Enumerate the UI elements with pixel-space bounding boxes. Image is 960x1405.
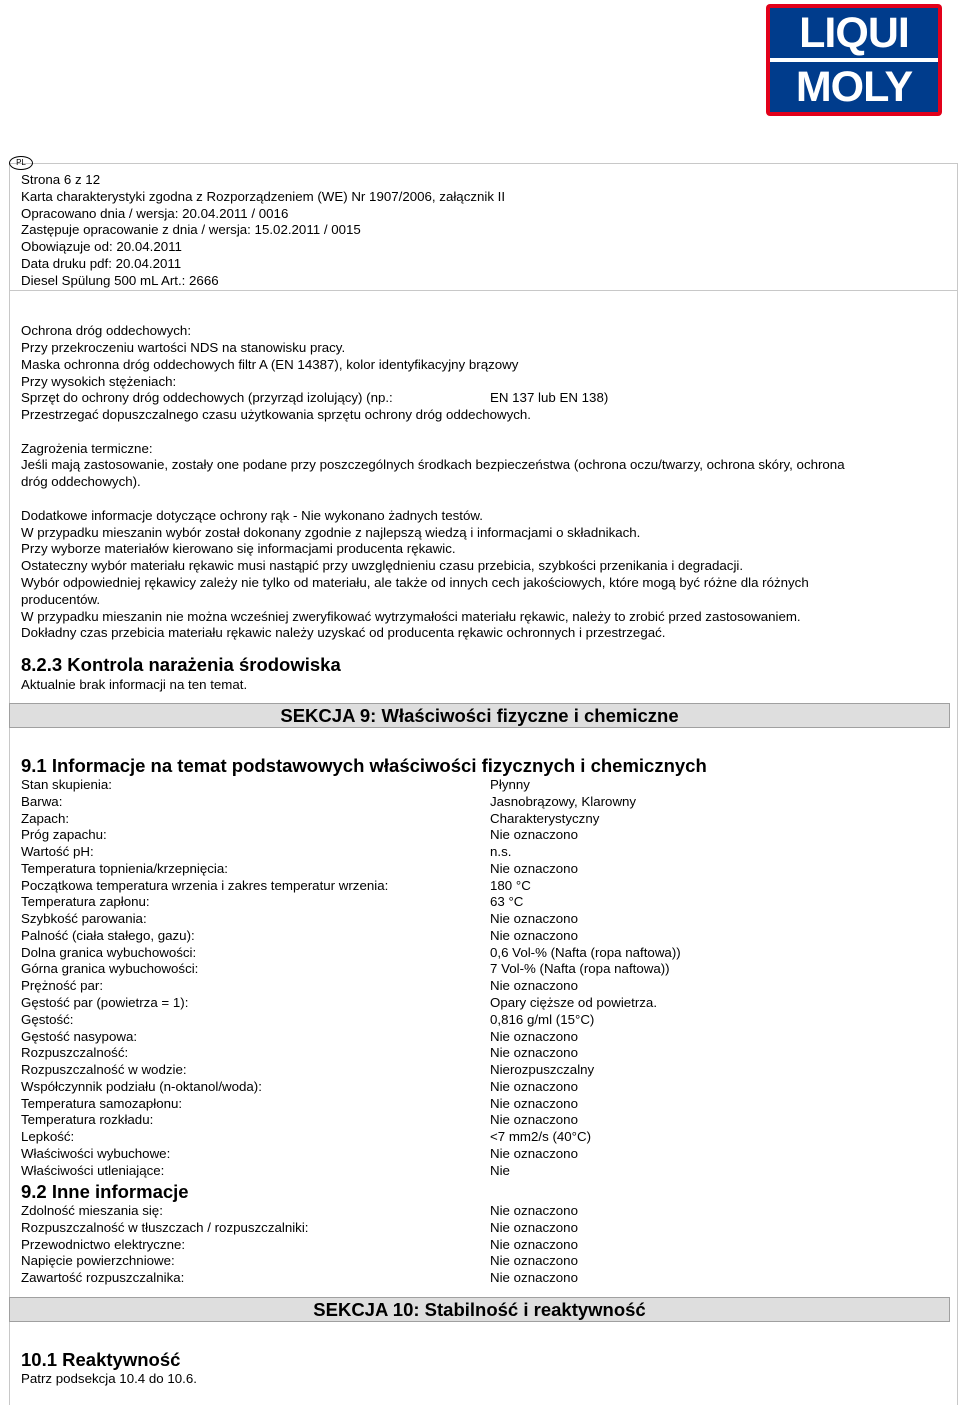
env-heading: 8.2.3 Kontrola narażenia środowiska: [21, 654, 341, 675]
gloves-text: Przy wyborze materiałów kierowano się informacjami producenta rękawic.: [21, 541, 456, 556]
property-label: Wartość pH:: [21, 844, 94, 859]
frame-right-border: [957, 163, 958, 1405]
section-9-title: SEKCJA 9: Właściwości fizyczne i chemiczne: [280, 705, 679, 726]
property-label: Napięcie powierzchniowe:: [21, 1253, 175, 1268]
gloves-text: W przypadku mieszanin nie można wcześniej zweryfikować wytrzymałości materiału rękawic, należy to zrobić przed zastosowaniem.: [21, 609, 801, 624]
respiratory-standard: EN 137 lub EN 138): [490, 390, 609, 405]
property-value: Jasnobrązowy, Klarowny: [490, 794, 637, 809]
thermal-text: dróg oddechowych).: [21, 474, 141, 489]
property-label: Górna granica wybuchowości:: [21, 961, 199, 976]
property-label: Szybkość parowania:: [21, 911, 147, 926]
gloves-text: Ostateczny wybór materiału rękawic musi nastąpić przy uwzględnieniu czasu przebicia, szybkości przenikania i degradacji.: [21, 558, 744, 573]
gloves-text: Wybór odpowiedniej rękawicy zależy nie tylko od materiału, ale także od innych cech jakościowych, które mogą być różne dla różnych: [21, 575, 809, 590]
property-label: Właściwości utleniające:: [21, 1163, 165, 1178]
header-product: Diesel Spülung 500 mL Art.: 2666: [21, 273, 219, 288]
property-value: 180 °C: [490, 878, 531, 893]
property-label: Zdolność mieszania się:: [21, 1203, 163, 1218]
property-label: Temperatura topnienia/krzepnięcia:: [21, 861, 228, 876]
property-value: Nie oznaczono: [490, 911, 578, 926]
header-regulation: Karta charakterystyki zgodna z Rozporządzeniem (WE) Nr 1907/2006, załącznik II: [21, 189, 506, 204]
property-value: <7 mm2/s (40°C): [490, 1129, 592, 1144]
property-value: Nie oznaczono: [490, 1079, 578, 1094]
frame-top-border: [9, 163, 957, 164]
gloves-text: W przypadku mieszanin wybór został dokonany zgodnie z najlepszą wiedzą i informacjami o składnikach.: [21, 525, 641, 540]
property-label: Zawartość rozpuszczalnika:: [21, 1270, 185, 1285]
property-value: Nie oznaczono: [490, 1096, 578, 1111]
property-value: Nie oznaczono: [490, 1146, 578, 1161]
section-10-bar: [9, 1297, 950, 1322]
logo-text-bottom: MOLY: [770, 62, 938, 112]
property-value: Nie oznaczono: [490, 1237, 578, 1252]
property-label: Dolna granica wybuchowości:: [21, 945, 197, 960]
property-label: Palność (ciała stałego, gazu):: [21, 928, 195, 943]
property-label: Właściwości wybuchowe:: [21, 1146, 171, 1161]
gloves-text: producentów.: [21, 592, 101, 607]
property-label: Temperatura samozapłonu:: [21, 1096, 183, 1111]
property-label: Przewodnictwo elektryczne:: [21, 1237, 186, 1252]
frame-left-border: [9, 163, 10, 1405]
property-value: Nie oznaczono: [490, 928, 578, 943]
property-value: Charakterystyczny: [490, 811, 600, 826]
section-10-title: SEKCJA 10: Stabilność i reaktywność: [313, 1299, 646, 1320]
property-value: n.s.: [490, 844, 512, 859]
property-value: Nie oznaczono: [490, 1220, 578, 1235]
gloves-text: Dokładny czas przebicia materiału rękawic należy uzyskać od producenta rękawic ochronnych i przestrzegać.: [21, 625, 666, 640]
country-badge: PL: [9, 156, 33, 170]
respiratory-text: Maska ochronna dróg oddechowych filtr A (EN 14387), kolor identyfikacyjny brązowy: [21, 357, 519, 372]
property-label: Współczynnik podziału (n-oktanol/woda):: [21, 1079, 262, 1094]
property-value: 0,816 g/ml (15°C): [490, 1012, 595, 1027]
property-value: Nie oznaczono: [490, 1029, 578, 1044]
header-print-date: Data druku pdf: 20.04.2011: [21, 256, 182, 271]
respiratory-text: Przestrzegać dopuszczalnego czasu użytkowania sprzętu ochrony dróg oddechowych.: [21, 407, 531, 422]
property-label: Gęstość nasypowa:: [21, 1029, 138, 1044]
property-label: Stan skupienia:: [21, 777, 112, 792]
logo-text-top: LIQUI: [770, 8, 938, 58]
property-label: Barwa:: [21, 794, 63, 809]
property-value: Nie oznaczono: [490, 1045, 578, 1060]
property-value: Nie oznaczono: [490, 1203, 578, 1218]
section-10-1-heading: 10.1 Reaktywność: [21, 1349, 181, 1370]
property-value: Nie oznaczono: [490, 978, 578, 993]
property-label: Prężność par:: [21, 978, 104, 993]
property-label: Rozpuszczalność w wodzie:: [21, 1062, 187, 1077]
header-replaces: Zastępuje opracowanie z dnia / wersja: 15.02.2011 / 0015: [21, 222, 361, 237]
property-value: 7 Vol-% (Nafta (ropa naftowa)): [490, 961, 670, 976]
property-label: Zapach:: [21, 811, 70, 826]
respiratory-text: Przy wysokich stężeniach:: [21, 374, 177, 389]
header-divider: [9, 290, 957, 291]
property-value: Płynny: [490, 777, 530, 792]
liqui-moly-logo: [766, 4, 942, 116]
property-value: Nie oznaczono: [490, 1112, 578, 1127]
header-page-number: Strona 6 z 12: [21, 172, 101, 187]
property-label: Próg zapachu:: [21, 827, 107, 842]
property-label: Gęstość:: [21, 1012, 74, 1027]
property-label: Początkowa temperatura wrzenia i zakres temperatur wrzenia:: [21, 878, 389, 893]
property-value: Nie oznaczono: [490, 827, 578, 842]
thermal-heading: Zagrożenia termiczne:: [21, 441, 153, 456]
header-valid-from: Obowiązuje od: 20.04.2011: [21, 239, 182, 254]
property-label: Lepkość:: [21, 1129, 75, 1144]
header-prepared-date: Opracowano dnia / wersja: 20.04.2011 / 0016: [21, 206, 289, 221]
property-label: Rozpuszczalność w tłuszczach / rozpuszczalniki:: [21, 1220, 309, 1235]
respiratory-text: Sprzęt do ochrony dróg oddechowych (przyrząd izolujący) (np.:: [21, 390, 393, 405]
property-value: 0,6 Vol-% (Nafta (ropa naftowa)): [490, 945, 681, 960]
property-value: Nie oznaczono: [490, 1253, 578, 1268]
property-value: Nie oznaczono: [490, 861, 578, 876]
section-9-bar: [9, 703, 950, 728]
property-label: Temperatura zapłonu:: [21, 894, 150, 909]
section-10-1-text: Patrz podsekcja 10.4 do 10.6.: [21, 1371, 197, 1386]
env-text: Aktualnie brak informacji na ten temat.: [21, 677, 248, 692]
property-value: 63 °C: [490, 894, 524, 909]
respiratory-text: Przy przekroczeniu wartości NDS na stanowisku pracy.: [21, 340, 346, 355]
thermal-text: Jeśli mają zastosowanie, zostały one podane przy poszczególnych środkach bezpieczeństwa (ochrona oczu/twarzy, ochrona skóry, ochrona: [21, 457, 845, 472]
section-9-2-heading: 9.2 Inne informacje: [21, 1181, 189, 1202]
section-9-1-heading: 9.1 Informacje na temat podstawowych właściwości fizycznych i chemicznych: [21, 755, 707, 776]
property-label: Gęstość par (powietrza = 1):: [21, 995, 189, 1010]
property-value: Nie oznaczono: [490, 1270, 578, 1285]
property-label: Rozpuszczalność:: [21, 1045, 129, 1060]
property-value: Opary cięższe od powietrza.: [490, 995, 658, 1010]
property-label: Temperatura rozkładu:: [21, 1112, 154, 1127]
gloves-text: Dodatkowe informacje dotyczące ochrony rąk - Nie wykonano żadnych testów.: [21, 508, 483, 523]
respiratory-heading: Ochrona dróg oddechowych:: [21, 323, 192, 338]
property-value: Nierozpuszczalny: [490, 1062, 595, 1077]
property-value: Nie: [490, 1163, 510, 1178]
